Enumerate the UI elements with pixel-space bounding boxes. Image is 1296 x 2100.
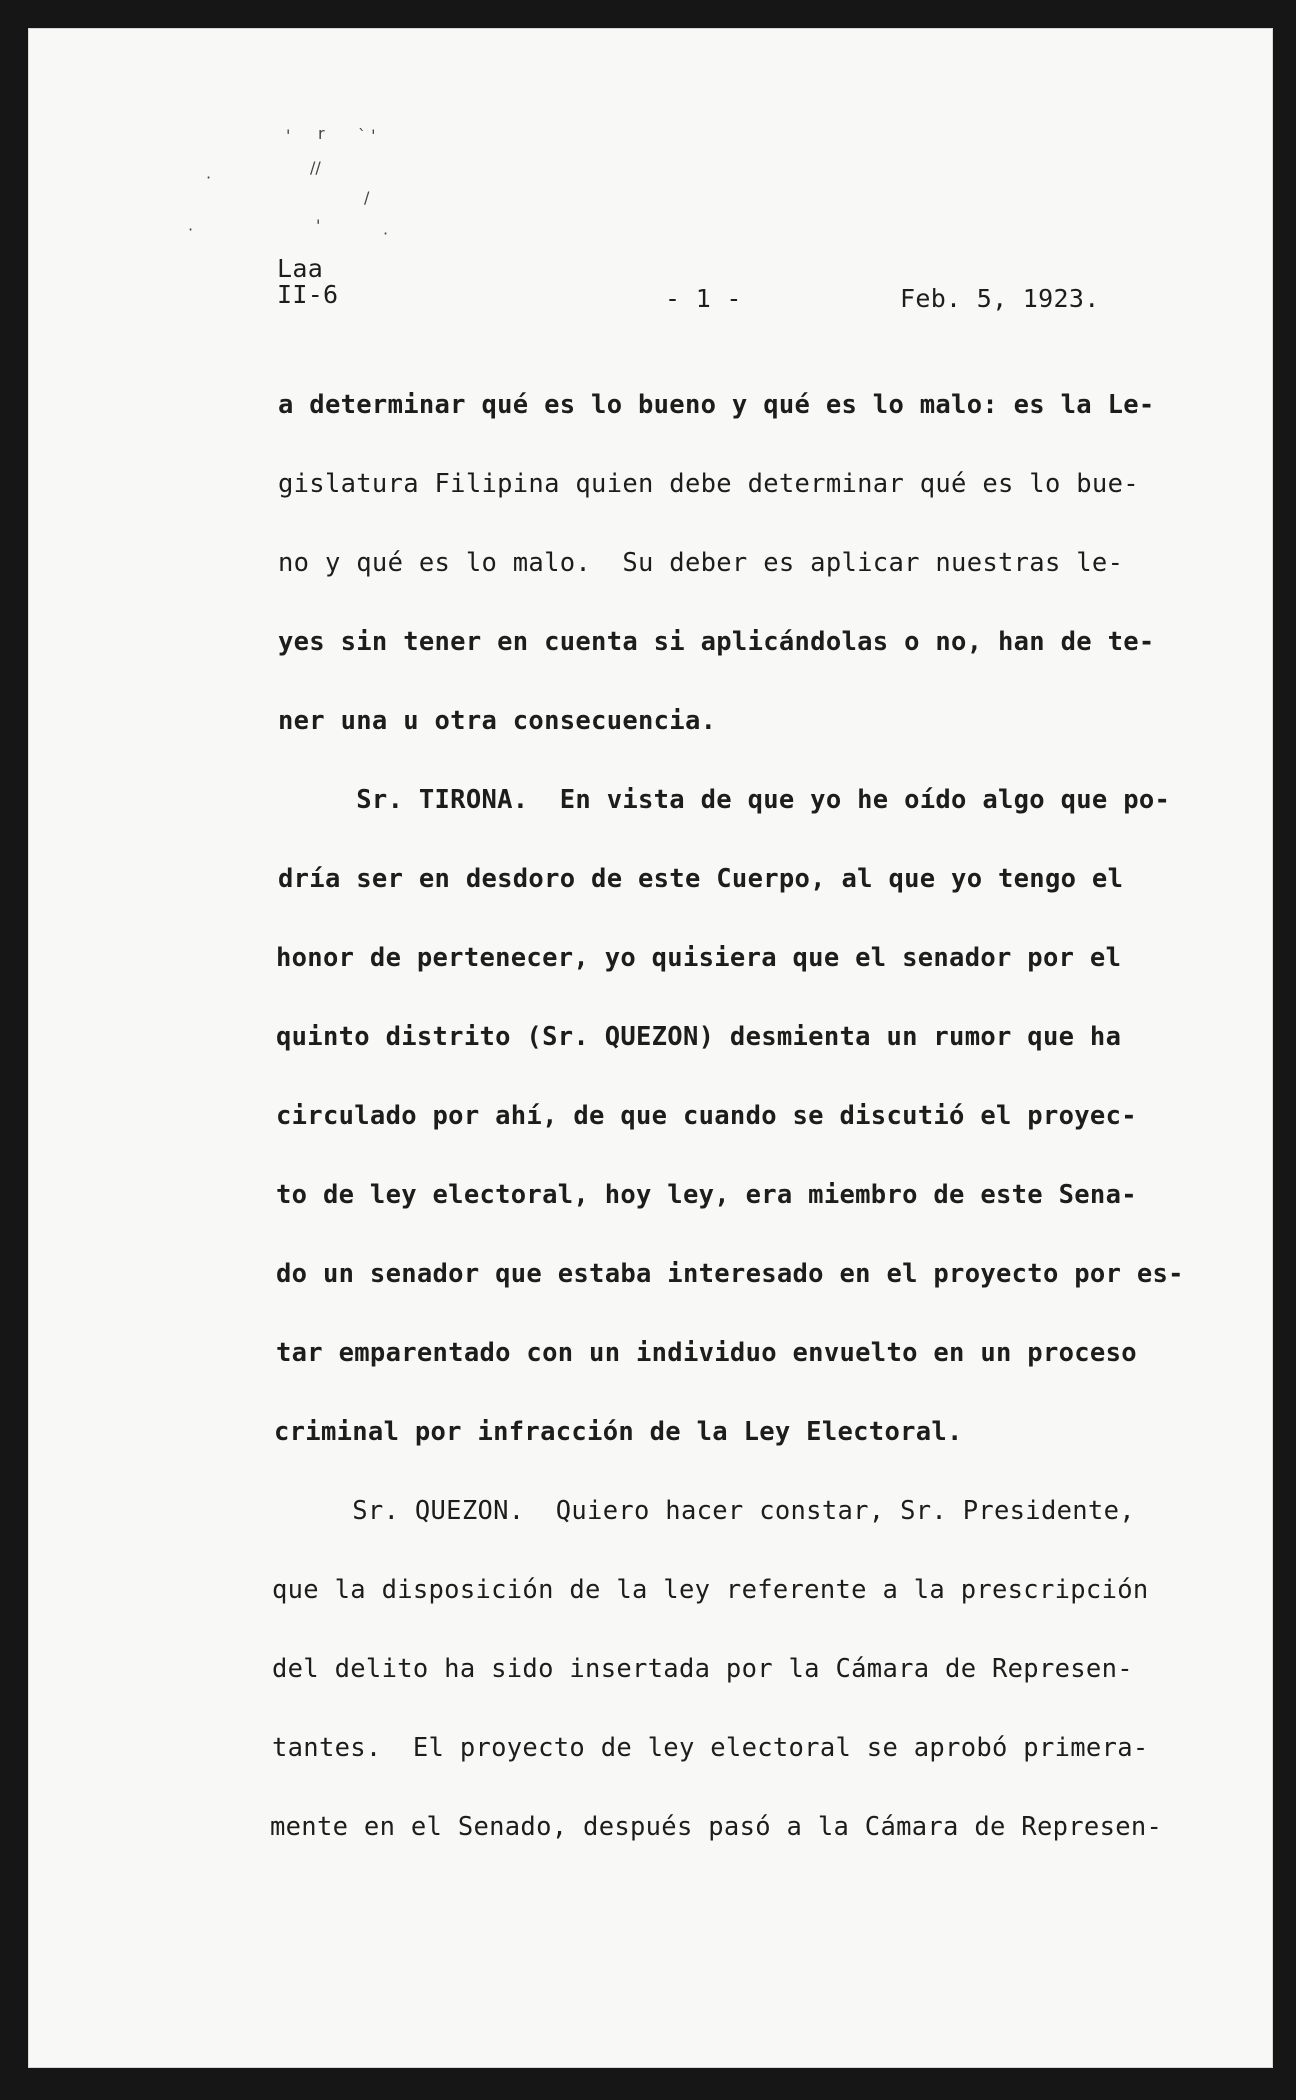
text-line: gislatura Filipina quien debe determinar qué es lo bue- bbox=[278, 469, 1139, 499]
text-line: tantes. El proyecto de ley electoral se aprobó primera- bbox=[272, 1733, 1149, 1763]
text-line: quinto distrito (Sr. QUEZON) desmienta un rumor que ha bbox=[276, 1022, 1122, 1052]
document-page bbox=[28, 28, 1273, 2068]
stray-mark: · bbox=[206, 168, 212, 187]
text-line: mente en el Senado, después pasó a la Cámara de Represen- bbox=[270, 1812, 1163, 1842]
stray-mark: ' bbox=[286, 126, 291, 145]
text-line: criminal por infracción de la Ley Electoral. bbox=[274, 1417, 963, 1447]
header-code: II-6 bbox=[277, 280, 339, 309]
text-line: do un senador que estaba interesado en el proyecto por es- bbox=[276, 1259, 1184, 1289]
stray-mark: · bbox=[383, 224, 389, 243]
document-date: Feb. 5, 1923. bbox=[900, 284, 1100, 313]
text-line: a determinar qué es lo bueno y qué es lo malo: es la Le- bbox=[278, 390, 1155, 420]
text-line: yes sin tener en cuenta si aplicándolas o no, han de te- bbox=[278, 627, 1155, 657]
text-line: circulado por ahí, de que cuando se discutió el proyec- bbox=[276, 1101, 1137, 1131]
text-line: ner una u otra consecuencia. bbox=[278, 706, 717, 736]
text-line: honor de pertenecer, yo quisiera que el senador por el bbox=[276, 943, 1122, 973]
stray-mark: ' bbox=[316, 216, 321, 235]
page-number: - 1 - bbox=[665, 284, 742, 313]
text-line: to de ley electoral, hoy ley, era miembro de este Sena- bbox=[276, 1180, 1137, 1210]
stray-mark: / bbox=[364, 188, 370, 207]
header-initials: Laa bbox=[277, 254, 324, 283]
text-line: del delito ha sido insertada por la Cámara de Represen- bbox=[272, 1654, 1133, 1684]
stray-mark: ` ' bbox=[358, 126, 376, 145]
stray-mark: // bbox=[310, 158, 321, 177]
stray-mark: · bbox=[188, 220, 194, 239]
text-line: tar emparentado con un individuo envuelto en un proceso bbox=[276, 1338, 1137, 1368]
text-line: Sr. QUEZON. Quiero hacer constar, Sr. Presidente, bbox=[274, 1496, 1135, 1526]
text-line: no y qué es lo malo. Su deber es aplicar nuestras le- bbox=[278, 548, 1124, 578]
text-line: Sr. TIRONA. En vista de que yo he oído algo que po- bbox=[278, 785, 1171, 815]
text-line: que la disposición de la ley referente a la prescripción bbox=[272, 1575, 1149, 1605]
text-line: dría ser en desdoro de este Cuerpo, al que yo tengo el bbox=[278, 864, 1124, 894]
stray-mark: r bbox=[318, 124, 325, 143]
